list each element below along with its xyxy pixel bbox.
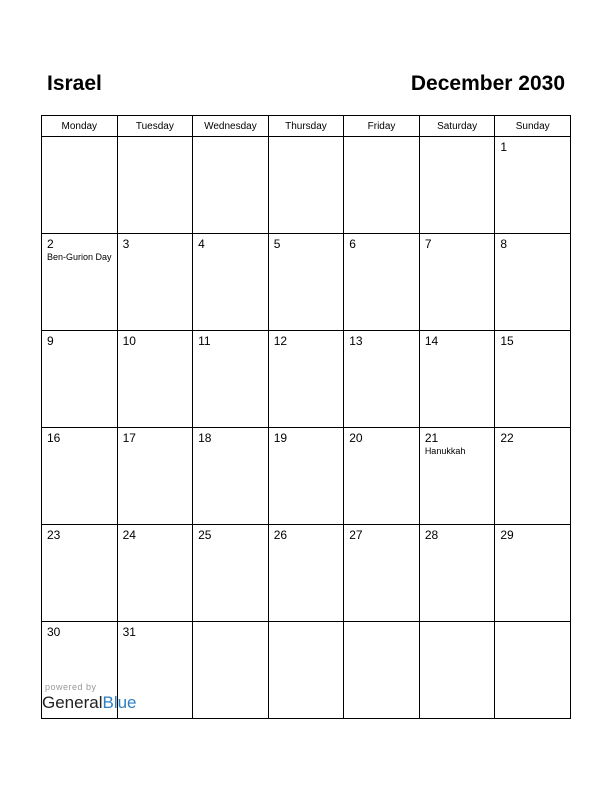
- day-cell: [268, 428, 344, 525]
- day-number: 10: [122, 334, 136, 348]
- day-cell: [268, 331, 344, 428]
- day-cell: [495, 234, 571, 331]
- day-cell: [268, 525, 344, 622]
- day-cell: [344, 137, 420, 234]
- day-number: 12: [273, 334, 288, 348]
- weekday-header: Friday: [344, 116, 420, 137]
- brand-blue-text: Blue: [102, 693, 137, 712]
- day-cell: [419, 428, 495, 525]
- day-cell: [117, 525, 193, 622]
- day-number: 25: [198, 528, 212, 542]
- day-cell: [42, 137, 118, 234]
- weekday-header: Sunday: [495, 116, 571, 137]
- day-number: 7: [424, 237, 432, 251]
- calendar-grid: [41, 115, 571, 719]
- generalblue-logo[interactable]: [42, 693, 137, 713]
- day-cell: [419, 331, 495, 428]
- day-cell: [42, 234, 118, 331]
- holiday-label: Hanukkah: [424, 446, 466, 456]
- day-cell: [495, 525, 571, 622]
- day-number: 11: [198, 334, 211, 348]
- day-number: 22: [500, 431, 514, 445]
- day-cell: [117, 428, 193, 525]
- day-cell: [344, 525, 420, 622]
- day-cell: [193, 234, 269, 331]
- day-number: 2: [47, 237, 54, 251]
- day-number: 26: [273, 528, 288, 542]
- day-number: 5: [273, 237, 281, 251]
- day-number: 27: [349, 528, 363, 542]
- weekday-header: Monday: [42, 116, 118, 137]
- day-cell: [117, 331, 193, 428]
- week-row: [42, 525, 571, 622]
- day-cell: [268, 622, 344, 719]
- country-title: Israel: [47, 72, 102, 95]
- day-number: 9: [47, 334, 54, 348]
- day-number: 13: [349, 334, 363, 348]
- day-cell: [268, 137, 344, 234]
- day-number: 31: [122, 625, 136, 639]
- weekday-header-row: [42, 116, 571, 137]
- day-cell: [42, 428, 118, 525]
- day-cell: [419, 234, 495, 331]
- day-cell: [42, 331, 118, 428]
- day-cell: [344, 428, 420, 525]
- day-number: 3: [122, 237, 130, 251]
- weekday-header: Thursday: [268, 116, 344, 137]
- day-number: 4: [198, 237, 205, 251]
- day-number: 16: [47, 431, 61, 445]
- day-cell: [495, 622, 571, 719]
- day-cell: [419, 525, 495, 622]
- day-number: 17: [122, 431, 136, 445]
- day-number: 19: [273, 431, 288, 445]
- month-year-title: December 2030: [410, 72, 565, 95]
- day-cell: [495, 428, 571, 525]
- day-number: 20: [349, 431, 363, 445]
- day-number: 8: [500, 237, 508, 251]
- day-cell: [344, 331, 420, 428]
- day-cell: [419, 137, 495, 234]
- holiday-label: Ben-Gurion Day: [47, 252, 112, 262]
- brand-general-text: General: [42, 693, 103, 712]
- weekday-header: Saturday: [419, 116, 495, 137]
- powered-by-text: powered by: [45, 682, 97, 692]
- day-number: 21: [424, 431, 439, 445]
- day-number: 24: [122, 528, 136, 542]
- day-cell: [193, 137, 269, 234]
- day-cell: [419, 622, 495, 719]
- day-number: 15: [500, 334, 514, 348]
- day-number: 1: [500, 140, 508, 154]
- day-cell: [117, 234, 193, 331]
- day-cell: [193, 331, 269, 428]
- day-cell: [344, 622, 420, 719]
- day-cell: [344, 234, 420, 331]
- day-number: 6: [349, 237, 356, 251]
- day-cell: [495, 137, 571, 234]
- day-number: 28: [424, 528, 439, 542]
- day-cell: [193, 428, 269, 525]
- day-number: 18: [198, 431, 212, 445]
- day-cell: [193, 622, 269, 719]
- day-cell: [193, 525, 269, 622]
- week-row: [42, 137, 571, 234]
- weekday-header: Wednesday: [193, 116, 269, 137]
- day-cell: [117, 137, 193, 234]
- day-cell: [495, 331, 571, 428]
- weekday-header: Tuesday: [117, 116, 193, 137]
- day-number: 30: [47, 625, 61, 639]
- day-number: 23: [47, 528, 61, 542]
- day-cell: [42, 525, 118, 622]
- week-row: [42, 428, 571, 525]
- week-row: [42, 234, 571, 331]
- week-row: [42, 331, 571, 428]
- day-number: 14: [424, 334, 439, 348]
- day-cell: [268, 234, 344, 331]
- day-number: 29: [500, 528, 514, 542]
